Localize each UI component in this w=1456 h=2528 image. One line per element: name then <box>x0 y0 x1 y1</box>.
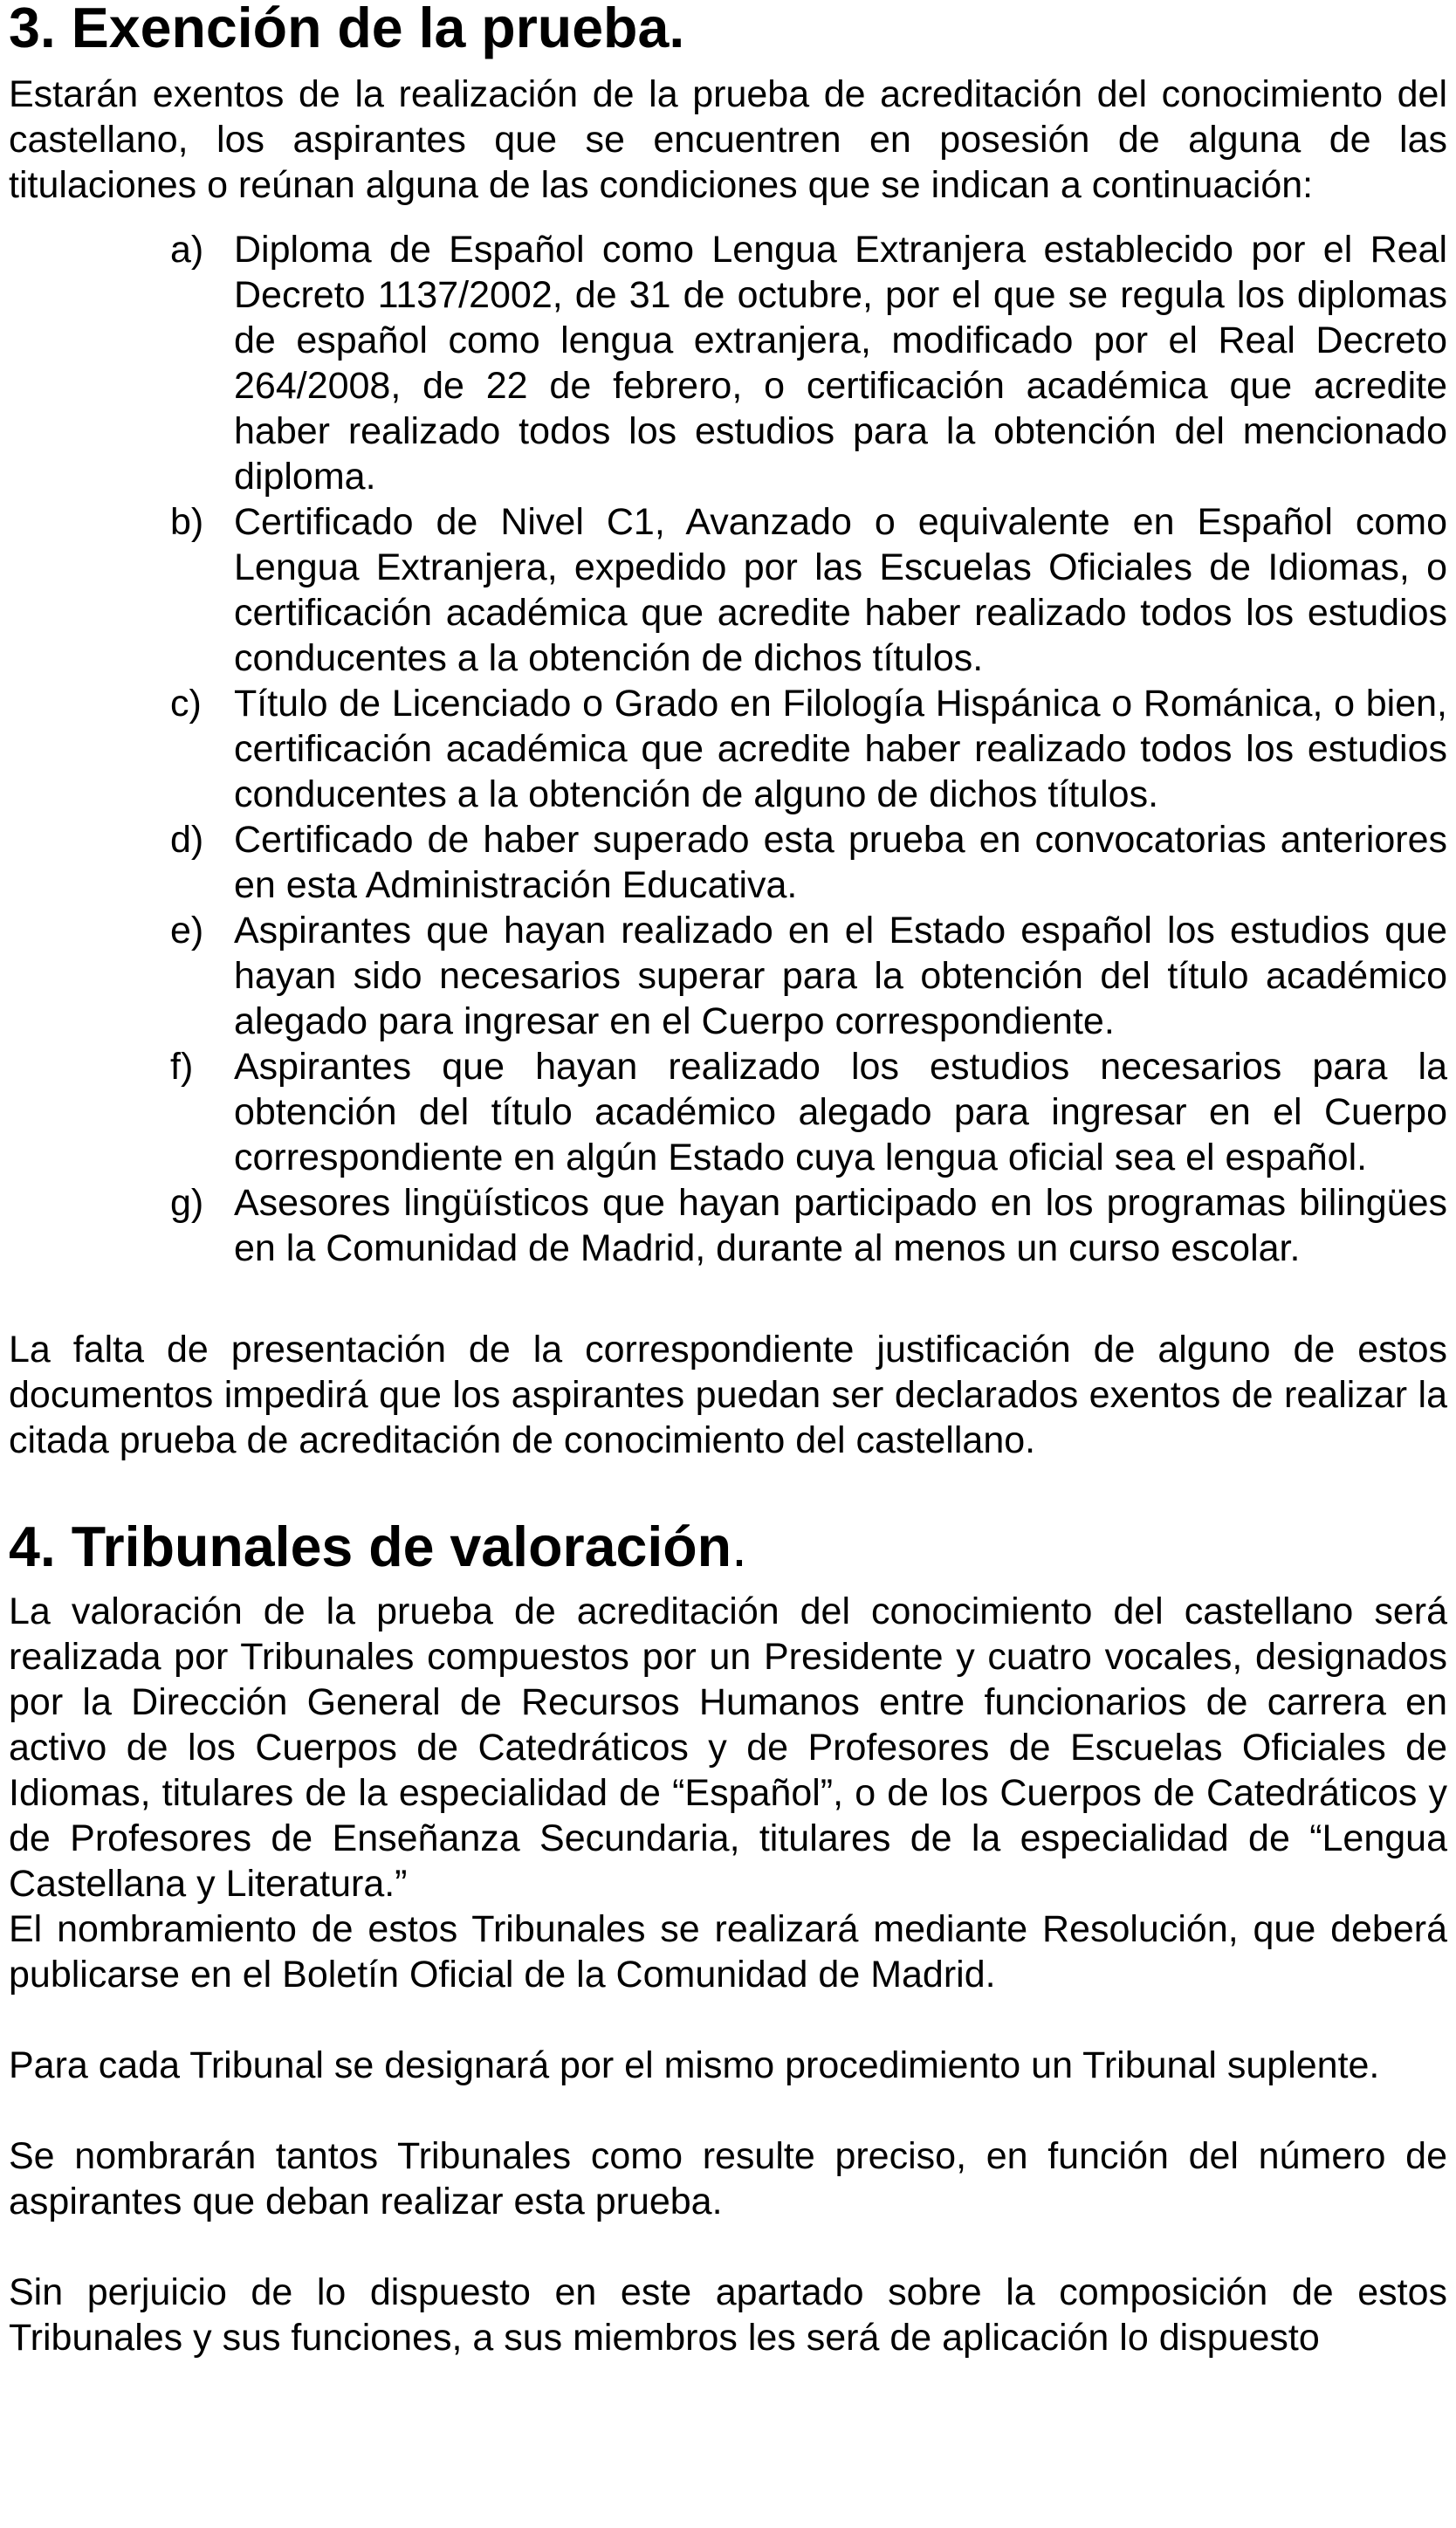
list-item-text: Título de Licenciado o Grado en Filología Hispánica o Románica, o bien, certificación académica que acredite haber realizado todos los estudios conducentes a la obtención de alguno de dichos títulos. <box>234 683 1447 815</box>
section-4-paragraph: Para cada Tribunal se designará por el mismo procedimiento un Tribunal suplente. <box>9 2044 1380 2086</box>
document-page <box>9 0 1447 2360</box>
spacer <box>9 208 1447 227</box>
section-4-paragraph: Sin perjuicio de lo dispuesto en este apartado sobre la composición de estos Tribunales y sus funciones, a sus miembros les será de aplicación lo dispuesto <box>9 2271 1447 2359</box>
section-3-title <box>9 0 1447 59</box>
list-marker: f) <box>170 1046 194 1088</box>
list-item-text: Diploma de Español como Lengua Extranjera establecido por el Real Decreto 1137/2002, de 31 de octubre, por el que se regula los diplomas de español como lengua extranjera, modificado por el Real Decreto 264/2008, de 22 de febrero, o certificación académica que acredite haber realizado todos los estudios para la obtención del mencionado diploma. <box>234 229 1447 498</box>
section-4-title-text: 4. Tribunales de valoración <box>9 1515 732 1578</box>
section-3-closing: La falta de presentación de la correspondiente justificación de alguno de estos documentos impedirá que los aspirantes puedan ser declarados exentos de realizar la citada prueba de acreditación de conocimiento del castellano. <box>9 1329 1447 1461</box>
list-marker: c) <box>170 683 202 725</box>
list-item-text: Certificado de haber superado esta prueba en convocatorias anteriores en esta Administración Educativa. <box>234 819 1447 906</box>
list-item-text: Aspirantes que hayan realizado en el Estado español los estudios que hayan sido necesarios superar para la obtención del título académico alegado para ingresar en el Cuerpo correspondiente. <box>234 910 1447 1042</box>
section-4-title-period: . <box>731 1515 747 1578</box>
list-item <box>170 681 1447 817</box>
spacer <box>9 1463 1447 1519</box>
list-item <box>170 499 1447 681</box>
list-item <box>170 1044 1447 1180</box>
list-item <box>170 908 1447 1044</box>
spacer <box>9 2224 1447 2270</box>
exemption-list <box>9 227 1447 1271</box>
spacer <box>9 1271 1447 1327</box>
list-item <box>170 1180 1447 1271</box>
list-marker: g) <box>170 1182 204 1224</box>
section-3-title-text: 3. Exención de la prueba. <box>9 0 685 59</box>
list-item <box>170 227 1447 499</box>
spacer <box>9 1997 1447 2043</box>
spacer <box>9 2088 1447 2133</box>
list-marker: a) <box>170 229 204 271</box>
list-marker: d) <box>170 819 204 861</box>
list-item-text: Asesores lingüísticos que hayan participado en los programas bilingües en la Comunidad de Madrid, durante al menos un curso escolar. <box>234 1182 1447 1269</box>
list-item-text: Aspirantes que hayan realizado los estudios necesarios para la obtención del título académico alegado para ingresar en el Cuerpo correspondiente en algún Estado cuya lengua oficial sea el español. <box>234 1046 1447 1178</box>
list-item-text: Certificado de Nivel C1, Avanzado o equivalente en Español como Lengua Extranjera, expedido por las Escuelas Oficiales de Idiomas, o certificación académica que acredite haber realizado todos los estudios conducentes a la obtención de dichos títulos. <box>234 501 1447 679</box>
section-3-intro: Estarán exentos de la realización de la prueba de acreditación del conocimiento del castellano, los aspirantes que se encuentren en posesión de alguna de las titulaciones o reúnan alguna de las condiciones que se indican a continuación: <box>9 73 1447 206</box>
list-marker: e) <box>170 910 204 951</box>
section-4-paragraph: El nombramiento de estos Tribunales se realizará mediante Resolución, que deberá publicarse en el Boletín Oficial de la Comunidad de Madrid. <box>9 1908 1447 1996</box>
list-item <box>170 817 1447 908</box>
section-4-paragraph: Se nombrarán tantos Tribunales como resulte preciso, en función del número de aspirantes que deban realizar esta prueba. <box>9 2135 1447 2222</box>
list-marker: b) <box>170 501 204 543</box>
section-4-paragraph: La valoración de la prueba de acreditación del conocimiento del castellano será realizada por Tribunales compuestos por un Presidente y cuatro vocales, designados por la Dirección General de Recursos Humanos entre funcionarios de carrera en activo de los Cuerpos de Catedráticos y de Profesores de Escuelas Oficiales de Idiomas, titulares de la especialidad de “Español”, o de los Cuerpos de Catedráticos y de Profesores de Enseñanza Secundaria, titulares de la especialidad de “Lengua Castellana y Literatura.” <box>9 1590 1447 1905</box>
section-4-title <box>9 1515 1447 1578</box>
